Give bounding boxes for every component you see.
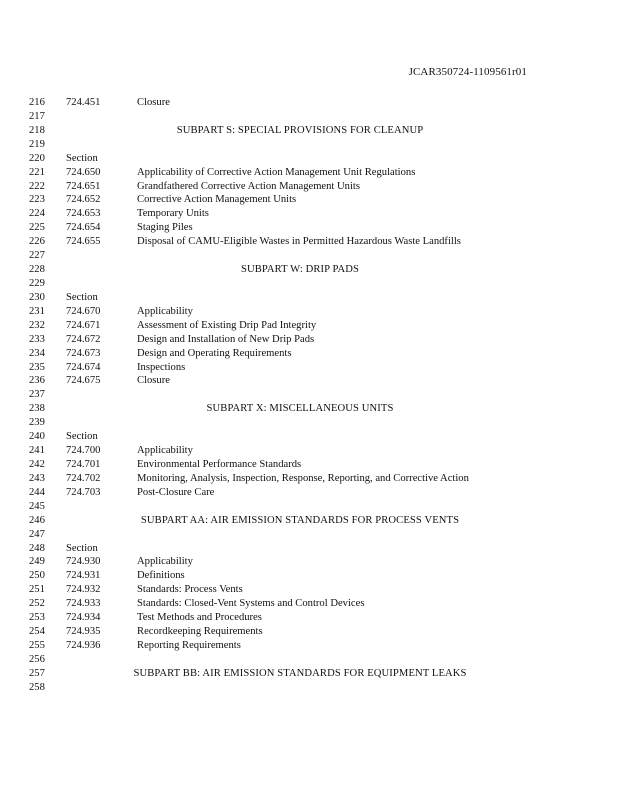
- line-number: 243: [29, 472, 45, 484]
- document-line: [0, 430, 618, 444]
- subpart-heading-line: [0, 124, 618, 138]
- line-number: 239: [29, 417, 45, 429]
- section-label: Section: [66, 431, 98, 443]
- section-title: Standards: Closed-Vent Systems and Control Devices: [137, 598, 365, 610]
- section-entry-line: [0, 166, 618, 180]
- line-number: 250: [29, 570, 45, 582]
- section-entry-line: [0, 207, 618, 221]
- section-entry-line: [0, 569, 618, 583]
- document-line: [0, 110, 618, 124]
- line-number: 251: [29, 584, 45, 596]
- section-entry-line: [0, 221, 618, 235]
- line-number: 256: [29, 653, 45, 665]
- section-title: Recordkeeping Requirements: [137, 626, 263, 638]
- subpart-heading-line: [0, 263, 618, 277]
- line-number: 233: [29, 333, 45, 345]
- section-title: Staging Piles: [137, 222, 193, 234]
- section-title: Corrective Action Management Units: [137, 194, 297, 206]
- line-number: 222: [29, 180, 45, 192]
- section-label: Section: [66, 542, 98, 554]
- line-number: 237: [29, 389, 45, 401]
- line-number: 230: [29, 291, 45, 303]
- section-number: 724.651: [66, 180, 101, 192]
- section-entry-line: [0, 472, 618, 486]
- subpart-heading: SUBPART X: MISCELLANEOUS UNITS: [206, 403, 394, 415]
- section-title: Test Methods and Procedures: [137, 612, 262, 624]
- document-line: [0, 277, 618, 291]
- section-entry-line: [0, 555, 618, 569]
- section-number: 724.930: [66, 556, 101, 568]
- line-number: 236: [29, 375, 45, 387]
- document-line: [0, 528, 618, 542]
- section-label: Section: [66, 152, 98, 164]
- section-number: 724.650: [66, 166, 101, 178]
- line-number: 241: [29, 445, 45, 457]
- section-entry-line: [0, 639, 618, 653]
- document-line: [0, 152, 618, 166]
- line-number: 216: [29, 97, 45, 108]
- line-number: 224: [29, 208, 45, 220]
- subpart-heading: SUBPART BB: AIR EMISSION STANDARDS FOR EQUIPMENT LEAKS: [133, 667, 467, 679]
- section-entry-line: [0, 486, 618, 500]
- section-number: 724.703: [66, 486, 101, 498]
- section-entry-line: [0, 625, 618, 639]
- section-number: 724.933: [66, 598, 101, 610]
- line-number: 226: [29, 236, 45, 248]
- section-number: 724.932: [66, 584, 101, 596]
- section-title: Post-Closure Care: [137, 486, 215, 498]
- section-entry-line: [0, 374, 618, 388]
- document-line: [0, 681, 618, 695]
- section-number: 724.654: [66, 222, 101, 234]
- document-line: [0, 500, 618, 514]
- line-number: 229: [29, 277, 45, 289]
- section-title: Applicability of Corrective Action Management Unit Regulations: [137, 166, 416, 178]
- section-number: 724.655: [66, 236, 101, 248]
- section-number: 724.675: [66, 375, 101, 387]
- line-number: 257: [29, 667, 45, 679]
- document-line: [0, 416, 618, 430]
- line-number: 217: [29, 110, 45, 122]
- section-title: Temporary Units: [137, 208, 209, 220]
- section-number: 724.931: [66, 570, 101, 582]
- section-entry-line: [0, 611, 618, 625]
- document-line: [0, 291, 618, 305]
- section-entry-line: [0, 180, 618, 194]
- section-title: Environmental Performance Standards: [137, 458, 302, 470]
- section-number: 724.935: [66, 626, 101, 638]
- line-number: 253: [29, 612, 45, 624]
- line-number: 225: [29, 222, 45, 234]
- subpart-heading: SUBPART S: SPECIAL PROVISIONS FOR CLEANUP: [176, 124, 424, 136]
- document-line: [0, 388, 618, 402]
- line-number: 244: [29, 486, 45, 498]
- section-title: Design and Operating Requirements: [137, 347, 292, 359]
- section-entry-line: [0, 305, 618, 319]
- line-number: 247: [29, 528, 45, 540]
- subpart-heading: SUBPART AA: AIR EMISSION STANDARDS FOR PROCESS VENTS: [140, 514, 460, 526]
- line-number: 248: [29, 542, 45, 554]
- section-title: Definitions: [137, 570, 185, 582]
- section-label: Section: [66, 291, 98, 303]
- document-line: [0, 249, 618, 263]
- section-entry-line: [0, 361, 618, 375]
- section-number: 724.670: [66, 305, 101, 317]
- section-title: Design and Installation of New Drip Pads: [137, 333, 315, 345]
- section-number: 724.702: [66, 472, 101, 484]
- section-number: 724.653: [66, 208, 101, 220]
- section-title: Applicability: [137, 305, 193, 317]
- section-title: Applicability: [137, 556, 193, 568]
- subpart-heading-line: [0, 514, 618, 528]
- section-title: Standards: Process Vents: [137, 584, 243, 596]
- line-number: 245: [29, 500, 45, 512]
- section-entry-line: [0, 235, 618, 249]
- section-entry-line: [0, 96, 618, 110]
- line-number: 219: [29, 138, 45, 150]
- section-title: Reporting Requirements: [137, 639, 241, 651]
- section-number: 724.672: [66, 333, 101, 345]
- section-number: 724.451: [66, 97, 101, 108]
- line-number: 258: [29, 681, 45, 693]
- line-number: 218: [29, 124, 45, 136]
- section-title: Applicability: [137, 445, 193, 457]
- section-number: 724.652: [66, 194, 101, 206]
- line-number: 246: [29, 514, 45, 526]
- line-number: 240: [29, 431, 45, 443]
- section-entry-line: [0, 458, 618, 472]
- section-entry-line: [0, 319, 618, 333]
- line-number: 228: [29, 264, 45, 276]
- document-line: [0, 138, 618, 152]
- subpart-heading-line: [0, 667, 618, 681]
- line-number: 238: [29, 403, 45, 415]
- section-title: Closure: [137, 97, 170, 108]
- section-title: Closure: [137, 375, 170, 387]
- section-title: Inspections: [137, 361, 186, 373]
- section-number: 724.671: [66, 319, 101, 331]
- line-number: 249: [29, 556, 45, 568]
- section-number: 724.936: [66, 639, 101, 651]
- section-number: 724.701: [66, 458, 101, 470]
- line-number: 255: [29, 639, 45, 651]
- document-line: [0, 653, 618, 667]
- line-number: 227: [29, 250, 45, 262]
- section-title: Assessment of Existing Drip Pad Integrity: [137, 319, 317, 331]
- line-number: 221: [29, 166, 45, 178]
- document-line: [0, 542, 618, 556]
- section-entry-line: [0, 193, 618, 207]
- subpart-heading-line: [0, 402, 618, 416]
- subpart-heading: SUBPART W: DRIP PADS: [240, 264, 360, 276]
- section-entry-line: [0, 333, 618, 347]
- section-entry-line: [0, 347, 618, 361]
- section-entry-line: [0, 583, 618, 597]
- line-number: 252: [29, 598, 45, 610]
- line-number: 254: [29, 626, 45, 638]
- section-title: Disposal of CAMU-Eligible Wastes in Permitted Hazardous Waste Landfills: [137, 236, 461, 248]
- line-number: 220: [29, 152, 45, 164]
- line-number: 234: [29, 347, 45, 359]
- line-number: 231: [29, 305, 45, 317]
- section-number: 724.674: [66, 361, 101, 373]
- section-number: 724.673: [66, 347, 101, 359]
- section-title: Grandfathered Corrective Action Management Units: [137, 180, 360, 192]
- section-entry-line: [0, 597, 618, 611]
- section-number: 724.934: [66, 612, 101, 624]
- line-number: 235: [29, 361, 45, 373]
- line-number: 242: [29, 458, 45, 470]
- section-number: 724.700: [66, 445, 101, 457]
- document-body: [0, 96, 618, 695]
- line-number: 232: [29, 319, 45, 331]
- section-title: Monitoring, Analysis, Inspection, Response, Reporting, and Corrective Action: [137, 472, 469, 484]
- document-id: JCAR350724-1109561r01: [408, 66, 527, 78]
- line-number: 223: [29, 194, 45, 206]
- section-entry-line: [0, 444, 618, 458]
